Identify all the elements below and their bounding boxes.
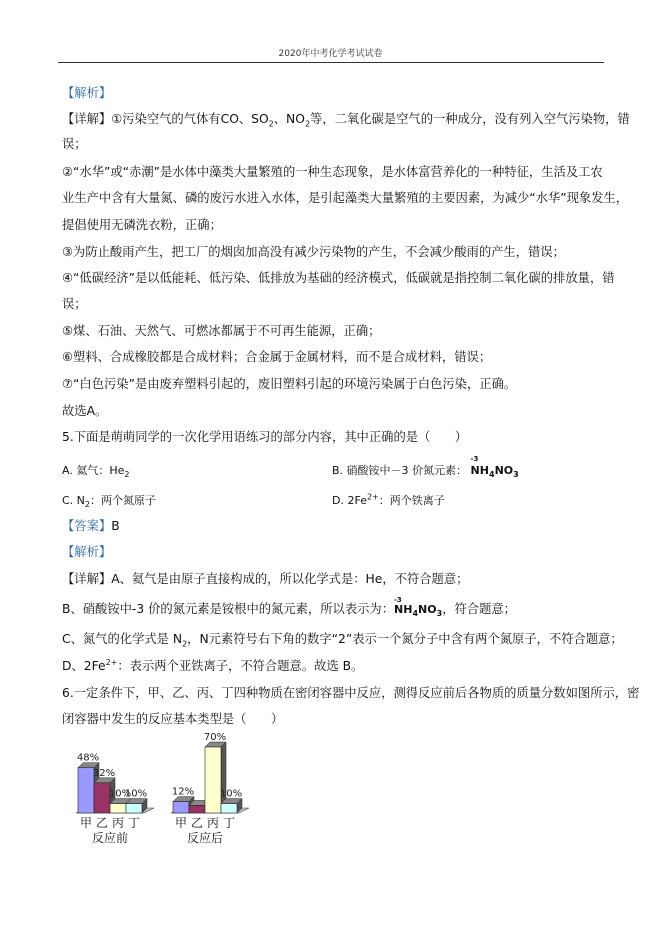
charge-label: -3 [470, 455, 479, 463]
question-6-stem-2: 闭容器中发生的反应基本类型是（ ） [62, 712, 284, 726]
detail-line-5: 提倡使用无磷洗衣粉，正确； [62, 218, 222, 232]
superscript: 2+ [366, 492, 379, 502]
text-fragment: NO [494, 464, 514, 477]
detail-line-7: ④“低碳经济”是以低能耗、低污染、低排放为基础的经济模式，低碳就是指控制二氧化碳的排放量，错 [62, 271, 615, 285]
category-label: 丁 [127, 816, 141, 830]
detail-line-9: ⑤煤、石油、天然气、可燃冰都属于不可再生能源，正确； [62, 324, 381, 338]
text-fragment: 等，二氧化碳是空气的一种成分，没有列入空气污染物，错 [310, 112, 630, 126]
subscript: 4 [488, 470, 495, 480]
option-c [62, 492, 156, 508]
text-fragment: A. 氦气：He [62, 464, 125, 477]
subscript: 2 [84, 500, 90, 510]
charge-label: -3 [394, 596, 402, 604]
header-divider [58, 62, 604, 63]
bar-丁-反应前 [126, 804, 142, 813]
subscript: 4 [412, 609, 419, 619]
page-header-title: 2020年中考化学考试试卷 [278, 49, 383, 59]
text-fragment: B. 硝酸铵中－3 价氮元素： [332, 464, 468, 477]
option-b [332, 455, 519, 480]
data-label: 10% [124, 788, 148, 800]
answer-line [62, 519, 120, 534]
detail-line-12: 故选A。 [62, 404, 108, 418]
text-fragment: NO [418, 603, 437, 616]
text-fragment: ①污染空气的气体有CO、SO [111, 112, 269, 126]
category-label: 丙 [111, 816, 125, 830]
bar-丁-反应后 [221, 804, 237, 813]
q5-detail-2 [62, 596, 516, 619]
data-label: 70% [203, 732, 227, 743]
text-fragment: H [479, 464, 489, 477]
subscript: 3 [513, 470, 519, 480]
text-fragment: C、氮气的化学式是 N [62, 632, 183, 646]
option-a [62, 462, 129, 478]
data-label: 12% [171, 786, 195, 798]
subscript: 2 [182, 639, 188, 649]
superscript: 2+ [105, 657, 118, 667]
analysis-tag-2: 【解析】 [62, 545, 112, 559]
text-fragment: H [403, 603, 413, 616]
category-label: 乙 [190, 816, 204, 830]
chem-formula-nh4no3 [470, 455, 519, 480]
text-fragment: ：两个铁离子 [378, 494, 445, 507]
category-label: 丙 [206, 816, 220, 830]
data-label: 10% [108, 788, 132, 800]
answer-value: B [111, 519, 120, 533]
text-fragment: ：表示两个亚铁离子，不符合题意。故选 B。 [117, 659, 364, 673]
q5-detail-4 [62, 659, 363, 674]
text-fragment: D. 2Fe [332, 494, 367, 507]
option-d [332, 492, 445, 508]
chem-formula-nh4no3-2 [394, 596, 443, 619]
text-fragment: ，符合题意； [442, 602, 516, 616]
subscript: 2 [268, 119, 274, 129]
bar-甲-反应后 [173, 802, 189, 813]
subscript: 2 [124, 470, 130, 480]
text-fragment: A、氦气是由原子直接构成的，所以化学式是：He，不符合题意； [111, 572, 469, 586]
text-fragment: N [470, 464, 480, 477]
group-label: 反应前 [91, 831, 129, 845]
data-label: 32% [92, 767, 116, 779]
text-fragment: C. N [62, 494, 85, 507]
text-fragment: N [394, 603, 404, 616]
category-label: 乙 [95, 816, 109, 830]
detail-line-6: ③为防止酸雨产生，把工厂的烟囱加高没有减少污染物的产生，不会减少酸雨的产生，错误； [62, 245, 565, 259]
detail-line-2: 误； [62, 137, 87, 151]
bar-乙-反应后 [189, 805, 205, 813]
bar-丙-反应前 [110, 804, 126, 813]
subscript: 3 [436, 609, 443, 619]
detail-line-10: ⑥塑料、合成橡胶都是合成材料；合金属于金属材料，而不是合成材料，错误； [62, 350, 492, 364]
data-label: 48% [76, 752, 100, 764]
detail-tag: 【详解】 [62, 112, 112, 126]
text-fragment: ：两个氮原子 [90, 494, 156, 507]
category-label: 丁 [222, 816, 236, 830]
question-6-stem-1: 6.一定条件下，甲、乙、丙、丁四种物质在密闭容器中反应，测得反应前后各物质的质量分数如图所示，密 [62, 686, 640, 700]
text-fragment: B、硝酸铵中-3 价的氮元素是铵根中的氮元素，所以表示为： [62, 602, 395, 616]
text-fragment: D、2Fe [62, 659, 106, 673]
category-label: 甲 [79, 816, 93, 830]
detail-line-3: ②“水华”或“赤潮”是水体中藻类大量繁殖的一种生态现象，是水体富营养化的一种特征，生活及工农 [62, 165, 603, 179]
detail-tag: 【详解】 [62, 572, 112, 586]
mass-fraction-chart [68, 732, 308, 855]
detail-line-4: 业生产中含有大量氮、磷的废污水进入水体，是引起藻类大量繁殖的主要因素，为减少“水华”现象发生， [62, 191, 629, 205]
text-fragment: 、NO [273, 112, 305, 126]
group-label: 反应后 [186, 831, 224, 845]
detail-line-8: 误； [62, 297, 87, 311]
question-5-stem: 5.下面是萌萌同学的一次化学用语练习的部分内容，其中正确的是（ ） [62, 430, 468, 444]
category-label: 甲 [174, 816, 188, 830]
analysis-tag: 【解析】 [62, 86, 112, 100]
bar-甲-反应前 [78, 768, 94, 813]
data-label: 10% [219, 788, 243, 800]
bar-乙-反应前 [94, 783, 110, 813]
q5-detail-3 [62, 632, 623, 647]
q5-detail-1 [62, 572, 468, 587]
answer-tag: 【答案】 [62, 519, 112, 533]
text-fragment: ，N元素符号右下角的数字“2”表示一个氮分子中含有两个氮原子，不符合题意； [187, 632, 623, 646]
subscript: 2 [304, 119, 311, 129]
detail-line-1 [62, 112, 630, 127]
bar-丙-反应后 [205, 747, 221, 813]
detail-line-11: ⑦“白色污染”是由废弃塑料引起的，废旧塑料引起的环境污染属于白色污染，正确。 [62, 377, 517, 391]
